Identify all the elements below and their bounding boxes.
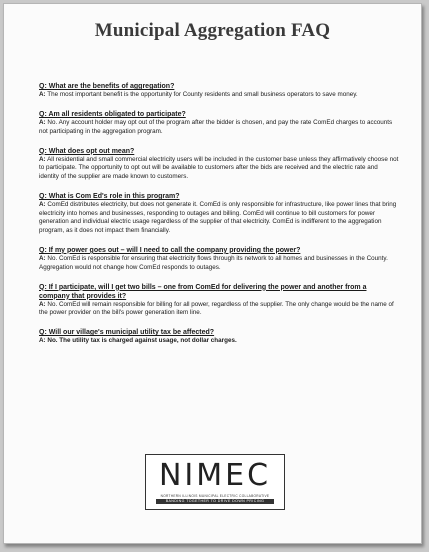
faq-question: Q: What does opt out mean?: [39, 147, 135, 155]
faq-answer: [39, 91, 399, 100]
nimec-logo: [145, 454, 285, 510]
faq-question: Q: If my power goes out – will I need to call the company providing the power?: [39, 246, 301, 254]
document-page: [3, 3, 422, 544]
faq-item: [39, 110, 399, 136]
faq-question: Q: If I participate, will I get two bills – one from ComEd for delivering the power and another from a company that provides it?: [39, 283, 367, 300]
faq-item: [39, 283, 399, 318]
logo-tagline: BANDING TOGETHER TO DRIVE DOWN PRICING: [156, 499, 274, 504]
answer-text: No. ComEd will remain responsible for billing for all power, regardless of the supplier. The only change would be the name of the power provider on the bill's power generation item line.: [39, 300, 394, 317]
faq-item: [39, 82, 399, 100]
faq-answer: [39, 337, 399, 346]
answer-text: The most important benefit is the opportunity for County residents and small business operators to save money.: [47, 91, 358, 98]
faq-item: [39, 147, 399, 182]
answer-tag: A:: [39, 119, 46, 127]
answer-text: No. The utility tax is charged against usage, not dollar charges.: [47, 337, 237, 345]
faq-answer: [39, 201, 399, 235]
faq-item: [39, 246, 399, 272]
faq-answer: [39, 119, 399, 136]
faq-question: Q: Will our village's municipal utility tax be affected?: [39, 329, 215, 337]
answer-tag: A:: [39, 337, 46, 345]
faq-question: Q: Am all residents obligated to participate?: [39, 111, 186, 119]
faq-answer: [39, 156, 399, 182]
faq-answer: [39, 301, 399, 318]
faq-answer: [39, 255, 399, 272]
logo-wordmark: NIMEC: [158, 458, 272, 493]
answer-tag: A:: [39, 300, 46, 308]
answer-tag: A:: [39, 91, 46, 98]
faq-question: Q: What are the benefits of aggregation?: [39, 83, 175, 90]
page-title: Municipal Aggregation FAQ: [94, 20, 331, 41]
answer-text: All residential and small commercial electricity users will be included in the customer base unless they affirmatively choose not to participate. The opportunity to opt out will be available to customers after the bids are received and the electric rate and identity of the supplier are made known to customers.: [39, 155, 399, 180]
faq-item: [39, 328, 399, 346]
answer-text: No. Any account holder may opt out of the program after the bidder is chosen, and pay the rate ComEd charges to accounts not participating in the aggregation program.: [39, 119, 393, 135]
logo-subtitle: NORTHERN ILLINOIS MUNICIPAL ELECTRIC COLLABORATIVE: [160, 494, 270, 498]
answer-text: ComEd distributes electricity, but does not generate it. ComEd is only responsible for infrastructure, like power lines that bring electricity into homes and businesses, responding to outages and billing. ComEd will continue to bill customers for power generation and individual electric usage regardless of the supplier of that electricity. ComEd is indifferent to the aggregation program, as it does not impact them financially.: [39, 201, 397, 234]
answer-tag: A:: [39, 254, 46, 262]
answer-tag: A:: [39, 155, 46, 163]
faq-list: [39, 82, 399, 356]
answer-tag: A:: [39, 201, 46, 209]
faq-question: Q: What is Com Ed's role in this program?: [39, 193, 180, 201]
answer-text: No. ComEd is responsible for ensuring that electricity flows through its network to all homes and businesses in the County. Aggregation would not change how ComEd responds to outages.: [39, 254, 388, 271]
faq-item: [39, 192, 399, 235]
